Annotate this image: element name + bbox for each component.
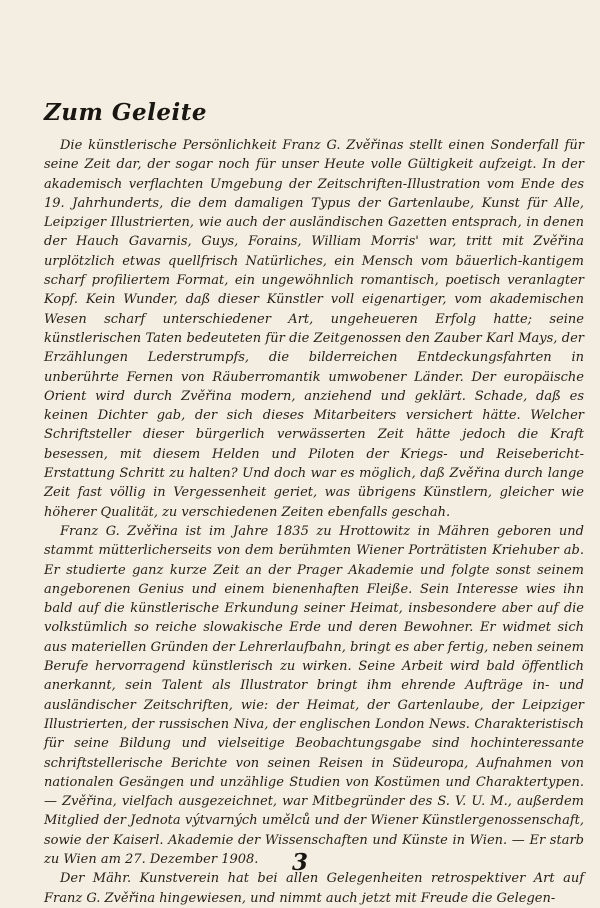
paragraph-kunstverein: Der Mähr. Kunstverein hat bei allen Gelegenheiten retrospektiver Art auf Franz G. Zvěřina hingewiesen, und nimmt auch jetzt mit Freude die Gelegen- [44, 871, 584, 906]
paragraph-biography: Franz G. Zvěřina ist im Jahre 1835 zu Hrottowitz in Mähren geboren und stammt mütterlicherseits von dem berühmten Wiener Porträtisten Kriehuber ab. Er studierte ganz kurze Zeit an der Prager Akademie und folgte sonst seinem angeborenen Genius und einem bienenhaften Fleiße. Sein Interesse wies ihn bald auf die künstlerische Erkundung seiner Heimat, insbesondere aber auf die volkstümlich so reiche slowakische Erde und deren Bewohner. Er widmet sich aus materiellen Gründen der Lehrerlaufbahn, bringt es aber fertig, neben seinem Berufe hervorragend künstlerisch zu wirken. Seine Arbeit wird bald öffentlich anerkannt, sein Talent als Illustrator bringt ihm ehrende Aufträge in- und ausländischer Zeitschriften, wie: der Heimat, der Gartenlaube, der Leipziger Illustrierten, der russischen Niva, der englischen London News. Charakteristisch für seine Bildung und vielseitige Beobachtungsgabe sind hochinteressante schriftstellerische Berichte von seinen Reisen in Südeuropa, Aufnahmen von nationalen Gesängen und unzählige Studien von Kostümen und Charaktertypen. — Zvěřina, vielfach ausgezeichnet, war Mitbegründer des S. V. U. M., außerdem Mitglied der Jednota výtvarných umělců und der Wiener Künstlergenossenschaft, sowie der Kaiserl. Akademie der Wissenschaften und Künste in Wien. — Er starb zu Wien am 27. Dezember 1908. [44, 523, 584, 867]
page-title: Zum Geleite [44, 99, 207, 126]
body-text [44, 136, 584, 908]
paragraph-intro: Die künstlerische Persönlichkeit Franz G. Zvěřinas stellt einen Sonderfall für seine Zeit dar, der sogar noch für unser Heute volle Gültigkeit aufzeigt. In der akademisch verflachten Umgebung der Zeitschriften-Illustration vom Ende des 19. Jahrhunderts, die dem damaligen Typus der Gartenlaube, Kunst für Alle, Leipziger Illustrierten, wie auch der ausländischen Gazetten entsprach, in denen der Hauch Gavarnis, Guys, Forains, William Morris' war, tritt mit Zvěřina urplötzlich etwas quellfrisch Natürliches, ein Mensch vom bäuerlich-kantigem scharf profiliertem Format, ein ungewöhnlich romantisch, poetisch veranlagter Kopf. Kein Wunder, daß dieser Künstler voll eigenartiger, vom akademischen Wesen scharf unterschiedener Art, ungeheueren Erfolg hatte; seine künstlerischen Taten bedeuteten für die Zeitgenossen den Zauber Karl Mays, der Erzählungen Lederstrumpfs, die bilderreichen Entdeckungsfahrten in unberührte Fernen von Räuberromantik umwobener Länder. Der europäische Orient wird durch Zvěřina modern, anziehend und geklärt. Schade, daß es keinen Dichter gab, der sich dieses Mitarbeiters versichert hätte. Welcher Schriftsteller dieser bürgerlich verwässerten Zeit hätte jedoch die Kraft besessen, mit diesem Helden und Piloten der Kriegs- und Reisebericht-Erstattung Schritt zu halten? Und doch war es möglich, daß Zvěřina durch lange Zeit fast völlig in Vergessenheit geriet, was übrigens Künstlern, gleicher wie höherer Qualität, zu verschiedenen Zeiten ebenfalls geschah. [44, 138, 584, 520]
page-number: 3 [291, 849, 308, 876]
